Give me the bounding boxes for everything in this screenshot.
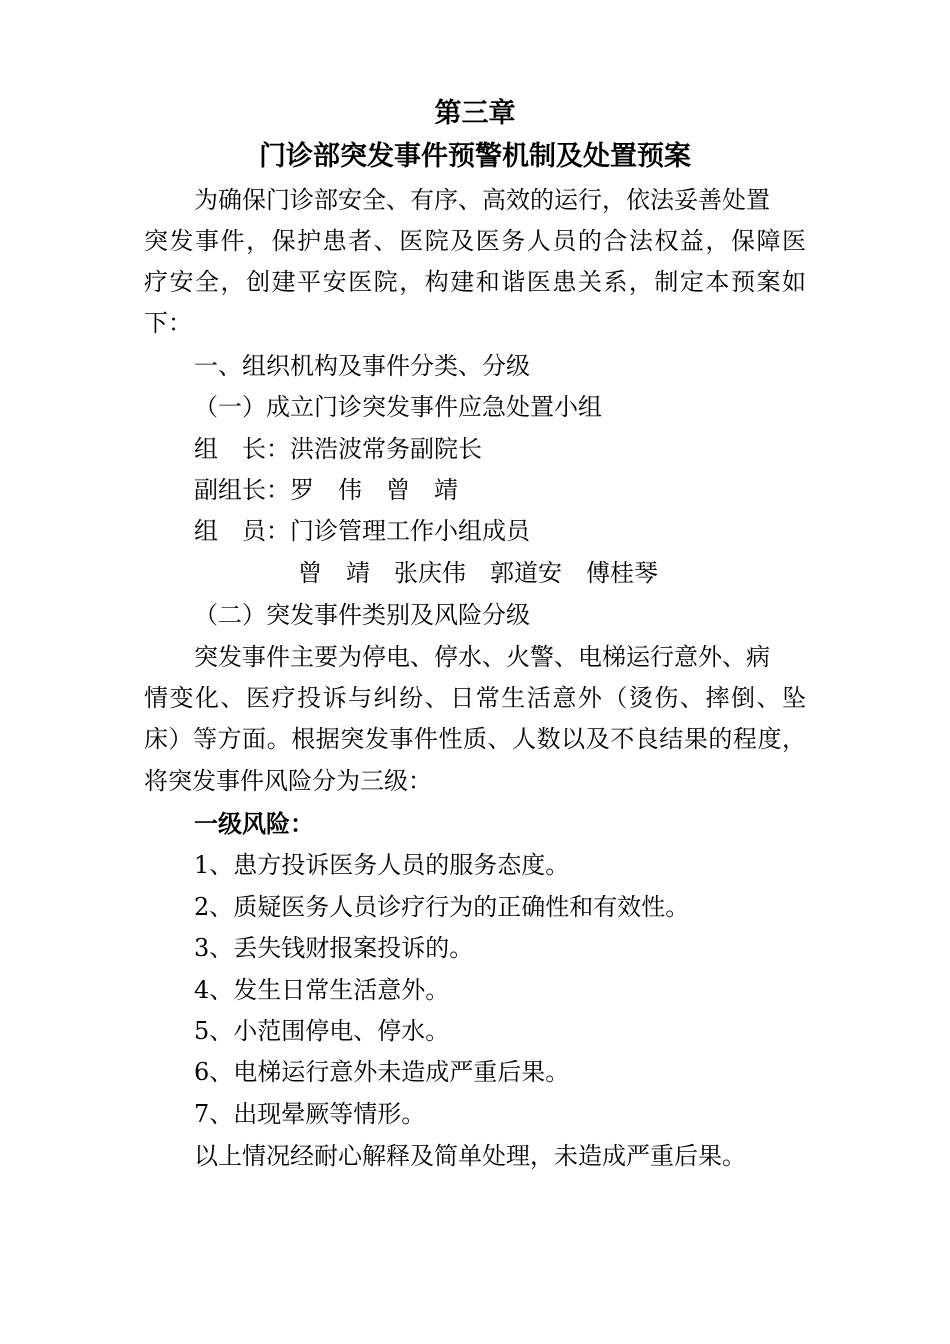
level1-heading: 一级风险： <box>194 810 314 838</box>
deputy-label: 副组长： <box>194 476 290 504</box>
level1-item: 2、质疑医务人员诊疗行为的正确性和有效性。 <box>194 893 690 921</box>
events-line-4: 将突发事件风险分为三级： <box>144 767 432 795</box>
level1-item: 5、小范围停电、停水。 <box>194 1017 450 1045</box>
subsection-heading-1: （一）成立门诊突发事件应急处置小组 <box>194 393 602 421</box>
member-row <box>194 511 530 551</box>
deputy-value: 罗 伟 曾 靖 <box>290 476 458 504</box>
events-line-3: 床）等方面。根据突发事件性质、人数以及不良结果的程度， <box>144 725 806 753</box>
subsection-heading-2: （二）突发事件类别及风险分级 <box>194 601 530 629</box>
member-label: 组 员： <box>194 517 290 545</box>
member-value: 门诊管理工作小组成员 <box>290 517 530 545</box>
level1-item: 1、患方投诉医务人员的服务态度。 <box>194 851 570 879</box>
level1-summary: 以上情况经耐心解释及简单处理，未造成严重后果。 <box>194 1142 746 1170</box>
level1-item: 3、丢失钱财报案投诉的。 <box>194 934 474 962</box>
intro-line-3: 疗安全，创建平安医院，构建和谐医患关系，制定本预案如 <box>144 268 806 296</box>
intro-line-1: 为确保门诊部安全、有序、高效的运行，依法妥善处置 <box>194 186 770 214</box>
chapter-title: 第三章 <box>434 98 516 129</box>
events-line-1: 突发事件主要为停电、停水、火警、电梯运行意外、病 <box>194 643 770 671</box>
member-names: 曾 靖 张庆伟 郭道安 傅桂琴 <box>298 559 658 587</box>
leader-label: 组 长： <box>194 435 290 463</box>
level1-item: 4、发生日常生活意外。 <box>194 976 450 1004</box>
intro-line-2: 突发事件，保护患者、医院及医务人员的合法权益，保障医 <box>144 227 806 255</box>
document-title: 门诊部突发事件预警机制及处置预案 <box>259 141 691 172</box>
leader-value: 洪浩波常务副院长 <box>290 435 482 463</box>
events-line-2: 情变化、医疗投诉与纠纷、日常生活意外（烫伤、摔倒、坠 <box>144 684 806 712</box>
deputy-row <box>194 470 458 510</box>
intro-line-4: 下： <box>144 309 192 337</box>
section-heading: 一、组织机构及事件分类、分级 <box>194 352 530 380</box>
level1-item: 6、电梯运行意外未造成严重后果。 <box>194 1058 570 1086</box>
leader-row <box>194 429 482 469</box>
level1-item: 7、出现晕厥等情形。 <box>194 1100 426 1128</box>
